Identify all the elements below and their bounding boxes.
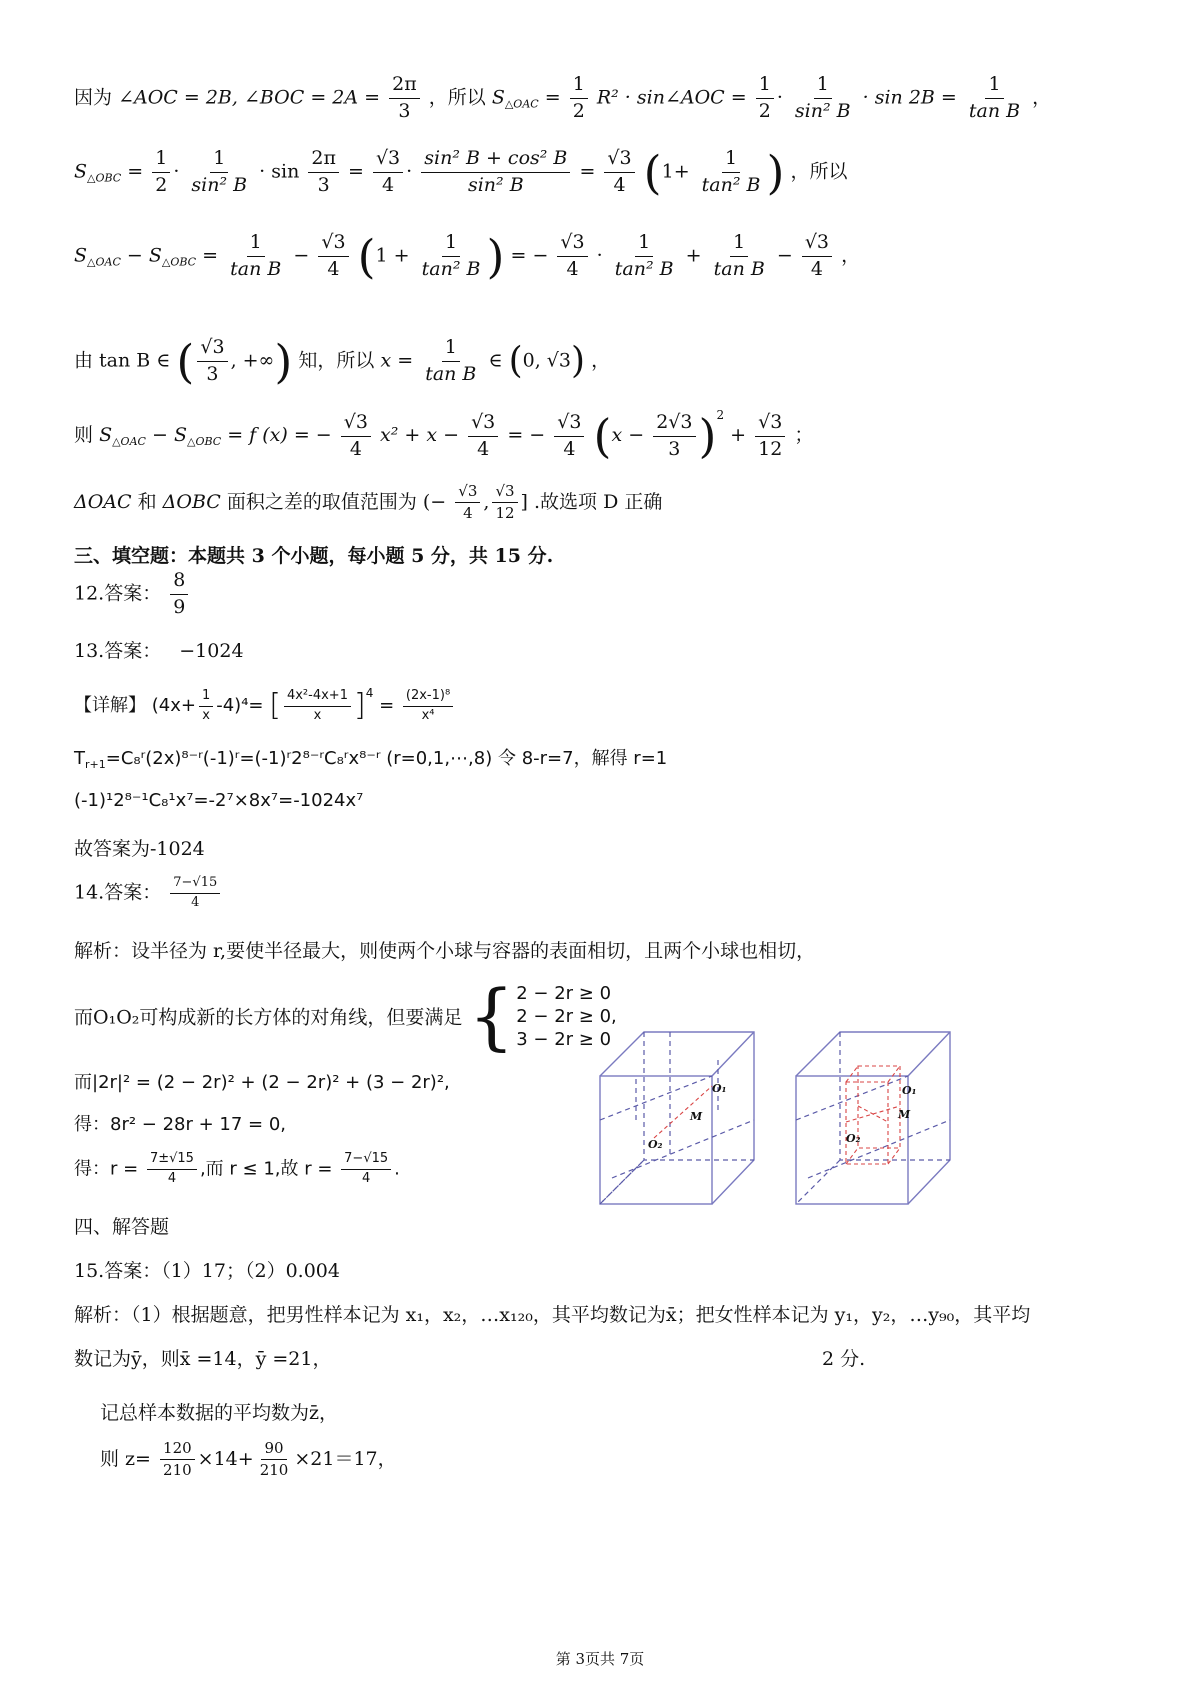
- fraction: $\frac{1}{\text{sin² B}}$: [794, 73, 851, 122]
- math: x −: [611, 424, 645, 446]
- math: (-1)¹2⁸⁻¹C₈¹x⁷=-2⁷×8x⁷=-1024x⁷: [74, 790, 364, 811]
- subscript: △OBC: [87, 171, 122, 185]
- text: 15.答案：（1）17；（2）0.004: [74, 1260, 340, 1282]
- fraction: $\frac{1}{\text{tan B}}$: [968, 73, 1021, 122]
- math: S: [148, 244, 162, 267]
- math: =C₈ʳ(2x)⁸⁻ʳ(-1)ʳ=(-1)ʳ2⁸⁻ʳC₈ʳx⁸⁻ʳ (r=0,1,⋯,8) 令 8-r=7，解得 r=1: [105, 748, 668, 769]
- fraction: $\frac{7-√15}{4}$: [341, 1152, 391, 1187]
- q15-analysis-1: [74, 1300, 1030, 1327]
- fraction: $\frac{7-√15}{4}$: [170, 876, 220, 911]
- math: S: [99, 424, 113, 446]
- text: 【详解】: [74, 695, 146, 716]
- math: S: [74, 244, 88, 267]
- text: 解析：设半径为 r,要使半径最大，则使两个小球与容器的表面相切，且两个小球也相切，: [74, 940, 816, 962]
- text: 面积之差的取值范围为 (−: [220, 490, 447, 513]
- text: 解析：（1）根据题意，把男性样本记为 x₁，x₂，…x₁₂₀，其平均数记为x̄；把女性样本记为 y₁，y₂，…y₉₀，其平均: [74, 1304, 1031, 1326]
- fraction: $\frac{1}{2}$: [570, 74, 588, 123]
- line-5: [74, 408, 814, 463]
- analysis-14: [74, 936, 815, 963]
- text: 则 z=: [100, 1447, 151, 1470]
- math: ,而 r ≤ 1,故 r =: [199, 1158, 333, 1180]
- math: ,: [483, 490, 490, 513]
- math: 0, √3: [522, 349, 571, 372]
- text: 数记为ȳ，则x̄ =14，ȳ =21，: [74, 1348, 332, 1370]
- fraction: $\frac{120}{210}$: [160, 1440, 195, 1480]
- math: 得：r =: [74, 1158, 139, 1180]
- math: x =: [380, 349, 414, 372]
- fraction: $\frac{1}{\text{tan B}}$: [713, 231, 765, 280]
- cube-right: [796, 1032, 950, 1204]
- tr-line: [74, 744, 667, 771]
- fraction: $\frac{1}{2}$: [756, 74, 774, 123]
- fraction: $\frac{1}{\text{tan² B}}$: [614, 231, 674, 280]
- math: 而|2r|² = (2 − 2r)² + (2 − 2r)² + (3 − 2r)²,: [74, 1072, 450, 1093]
- text: 14.答案：: [74, 881, 162, 904]
- text: 故答案为-1024: [74, 838, 205, 860]
- text: 而O₁O₂可构成新的长方体的对角线，但要满足: [74, 1006, 463, 1029]
- math: -4)⁴=: [216, 695, 264, 716]
- math: = f (x) = −: [227, 424, 332, 446]
- text: ] .故选项 D 正确: [520, 490, 663, 513]
- text: 记总样本数据的平均数为z̄，: [100, 1402, 339, 1424]
- fraction: $\frac{√3}{4}$: [373, 148, 403, 197]
- diag-line: [74, 974, 617, 1058]
- text: ，: [1032, 86, 1052, 109]
- math: 由 tan B ∈: [74, 349, 171, 372]
- math: = −: [510, 244, 549, 267]
- subscript: △OAC: [87, 255, 121, 269]
- fraction: $\frac{2√3}{3}$: [653, 412, 695, 461]
- q15-answer: [74, 1256, 340, 1283]
- figure-boxes: [598, 1030, 1018, 1210]
- fraction: $\frac{√3}{12}$: [755, 412, 785, 461]
- fraction: $\frac{√3}{12}$: [492, 483, 517, 523]
- line-2: $S_{\triangle OBC}$ = $\frac{1}{2}$ · $\frac{1}{\text{sin² B}}$ · sin $\frac{2\pi}{3}$ = $\frac{√3}{4}$ · $\frac{\text{sin² B + cos² B}}{\text{sin² B}}$ = $\frac{√3}{4}$ (1+ $\frac{1}{\text{tan² B}}$ ) ，所以: [74, 145, 848, 200]
- math: ∠AOC = 2B, ∠BOC = 2A =: [118, 86, 381, 109]
- line-1: 因为 ∠AOC = 2B, ∠BOC = 2A = $\frac{2\pi}{3}$ ，所以 $S_{\triangle OAC}$ = $\frac{1}{2}$ R² · sin∠AOC = $\frac{1}{2}$ · $\frac{1}{\text{sin² B}}$ · sin 2B = $\frac{1}{\text{tan B}}$ ，: [74, 73, 1052, 122]
- fraction: $\frac{√3}{4}$: [802, 232, 832, 281]
- fraction: $\frac{1}{\text{sin² B}}$: [191, 147, 248, 196]
- text: ，所以: [790, 160, 848, 183]
- math: ΔOAC: [74, 490, 132, 513]
- math: −: [151, 424, 168, 446]
- fraction: $\frac{√3}{4}$: [604, 148, 634, 197]
- section-4-heading: [74, 1212, 169, 1239]
- text: 知，所以: [298, 349, 375, 372]
- cube-left: [600, 1032, 754, 1204]
- inequality: 2 − 2r ≥ 0,: [516, 1005, 617, 1027]
- math: =: [544, 86, 561, 109]
- math: =: [579, 160, 596, 183]
- math: =: [347, 160, 364, 183]
- eq-line: [74, 1068, 450, 1094]
- paren: ): [570, 340, 586, 382]
- q15-analysis-2: [74, 1344, 331, 1371]
- label-o2: O₂: [648, 1138, 663, 1151]
- paren: ): [274, 334, 293, 389]
- get1-line: [74, 1110, 286, 1136]
- text: ；: [794, 424, 814, 446]
- fraction: $\frac{√3}{4}$: [455, 483, 480, 523]
- math: 1+: [661, 160, 690, 183]
- text: ，所以: [428, 86, 486, 109]
- fraction: $\frac{1}{2}$: [152, 148, 170, 197]
- math: · sin: [259, 160, 300, 183]
- fraction: $\frac{2\pi}{3}$: [389, 74, 420, 123]
- text: ，: [591, 349, 611, 372]
- subscript: △OAC: [504, 97, 539, 111]
- math: , +∞: [230, 349, 275, 372]
- q12-answer: [74, 570, 191, 619]
- bracket: ]: [353, 688, 366, 723]
- label-m: M: [690, 1110, 703, 1123]
- fraction: $\frac{√3}{4}$: [318, 232, 348, 281]
- math: =: [202, 244, 219, 267]
- text: 12.答案：: [74, 582, 162, 605]
- math: ∈: [488, 349, 503, 372]
- label-m-right: M: [898, 1108, 911, 1121]
- line-3: [74, 229, 861, 284]
- line-4: [74, 334, 611, 389]
- math: T: [74, 748, 85, 769]
- math: 1 +: [375, 244, 410, 267]
- math: S: [491, 86, 505, 109]
- answer-line: [74, 834, 205, 861]
- inequality: 3 − 2r ≥ 0: [516, 1028, 612, 1050]
- math: (4x+: [151, 695, 196, 716]
- fraction: $\frac{√3}{4}$: [468, 412, 498, 461]
- paren: (: [176, 334, 195, 389]
- paren: (: [357, 229, 376, 284]
- subscript: △OBC: [161, 255, 197, 269]
- math: ·: [596, 244, 603, 267]
- q15-analysis-4: [100, 1440, 397, 1480]
- label-o1: O₁: [712, 1082, 727, 1095]
- fraction: $\frac{1}{\text{tan B}}$: [425, 336, 477, 385]
- math: .: [394, 1158, 400, 1180]
- math: −: [126, 244, 143, 267]
- fraction: $\frac{1}{x}$: [199, 689, 213, 724]
- math: ×14+: [197, 1447, 254, 1470]
- subscript: r+1: [85, 758, 106, 771]
- score-note: 2 分.: [822, 1348, 866, 1370]
- text: 则: [74, 424, 94, 446]
- paren: ): [698, 409, 717, 463]
- q13-answer: [74, 636, 244, 663]
- calc-line: [74, 790, 363, 811]
- fraction: $\frac{1}{\text{tan² B}}$: [701, 147, 761, 196]
- bracket: [: [269, 688, 281, 723]
- math: 得：8r² − 28r + 17 = 0,: [74, 1114, 287, 1135]
- text: 因为: [74, 86, 113, 109]
- heading-text: 三、填空题：本题共 3 个小题，每小题 5 分，共 15 分.: [74, 545, 554, 567]
- fraction: $\frac{\text{4x²-4x+1}}{x}$: [284, 689, 351, 724]
- line-6: [74, 483, 662, 523]
- math: · sin 2B =: [862, 86, 957, 109]
- get2-line: [74, 1152, 400, 1187]
- heading-text: 四、解答题: [74, 1216, 170, 1238]
- text: 13.答案：: [74, 640, 162, 662]
- fraction: $\frac{√3}{3}$: [197, 337, 227, 386]
- text: 和: [131, 490, 163, 513]
- math: ΔOBC: [162, 490, 221, 513]
- label-o1-right: O₁: [902, 1084, 917, 1097]
- math: −1024: [179, 640, 244, 662]
- fraction: $\frac{7\pm√15}{4}$: [147, 1152, 197, 1187]
- math: S: [74, 160, 88, 183]
- math: x² + x −: [380, 424, 460, 446]
- math: −: [293, 244, 310, 267]
- math: =: [127, 160, 144, 183]
- fraction: $\frac{1}{\text{tan B}}$: [230, 231, 282, 280]
- paren: (: [593, 409, 612, 463]
- q14-answer: [74, 876, 223, 911]
- math: −: [776, 244, 793, 267]
- fraction: $\frac{8}{9}$: [170, 570, 188, 619]
- math: = −: [507, 424, 546, 446]
- fraction: $\frac{1}{\text{tan² B}}$: [421, 231, 481, 280]
- fraction: $\frac{\text{(2x-1)⁸}}{\text{x⁴}}$: [403, 689, 453, 724]
- math: S: [173, 424, 187, 446]
- paren: ): [766, 145, 785, 200]
- page-footer: 第 3页共 7页: [555, 1650, 645, 1668]
- section-3-heading: [74, 541, 553, 568]
- paren: ): [486, 229, 505, 284]
- fraction: $\frac{√3}{4}$: [557, 232, 587, 281]
- inequality: 2 − 2r ≥ 0: [516, 982, 612, 1004]
- math: +: [685, 244, 702, 267]
- fraction: $\frac{90}{210}$: [259, 1439, 289, 1480]
- math: ×21＝17，: [294, 1447, 397, 1470]
- paren: (: [643, 145, 662, 200]
- math: +: [730, 424, 747, 446]
- subscript: △OAC: [112, 435, 146, 448]
- fraction: $\frac{2\pi}{3}$: [308, 148, 339, 197]
- label-o2-right: O₂: [846, 1132, 861, 1145]
- math: =: [379, 695, 395, 716]
- fraction: $\frac{√3}{4}$: [554, 412, 584, 461]
- superscript: 4: [365, 686, 374, 700]
- subscript: △OBC: [186, 435, 222, 448]
- text: ，: [841, 244, 861, 267]
- fraction: $\frac{√3}{4}$: [341, 412, 371, 461]
- paren: (: [508, 340, 523, 382]
- detail-line: [74, 686, 456, 723]
- superscript: 2: [716, 408, 725, 422]
- math: R² · sin∠AOC =: [596, 86, 747, 109]
- inequality-system: { 2 − 2r ≥ 0 2 − 2r ≥ 0, 3 − 2r ≥ 0: [468, 974, 617, 1058]
- fraction: $\frac{\text{sin² B + cos² B}}{\text{sin² B}}$: [421, 148, 570, 197]
- q15-analysis-3: [100, 1398, 338, 1425]
